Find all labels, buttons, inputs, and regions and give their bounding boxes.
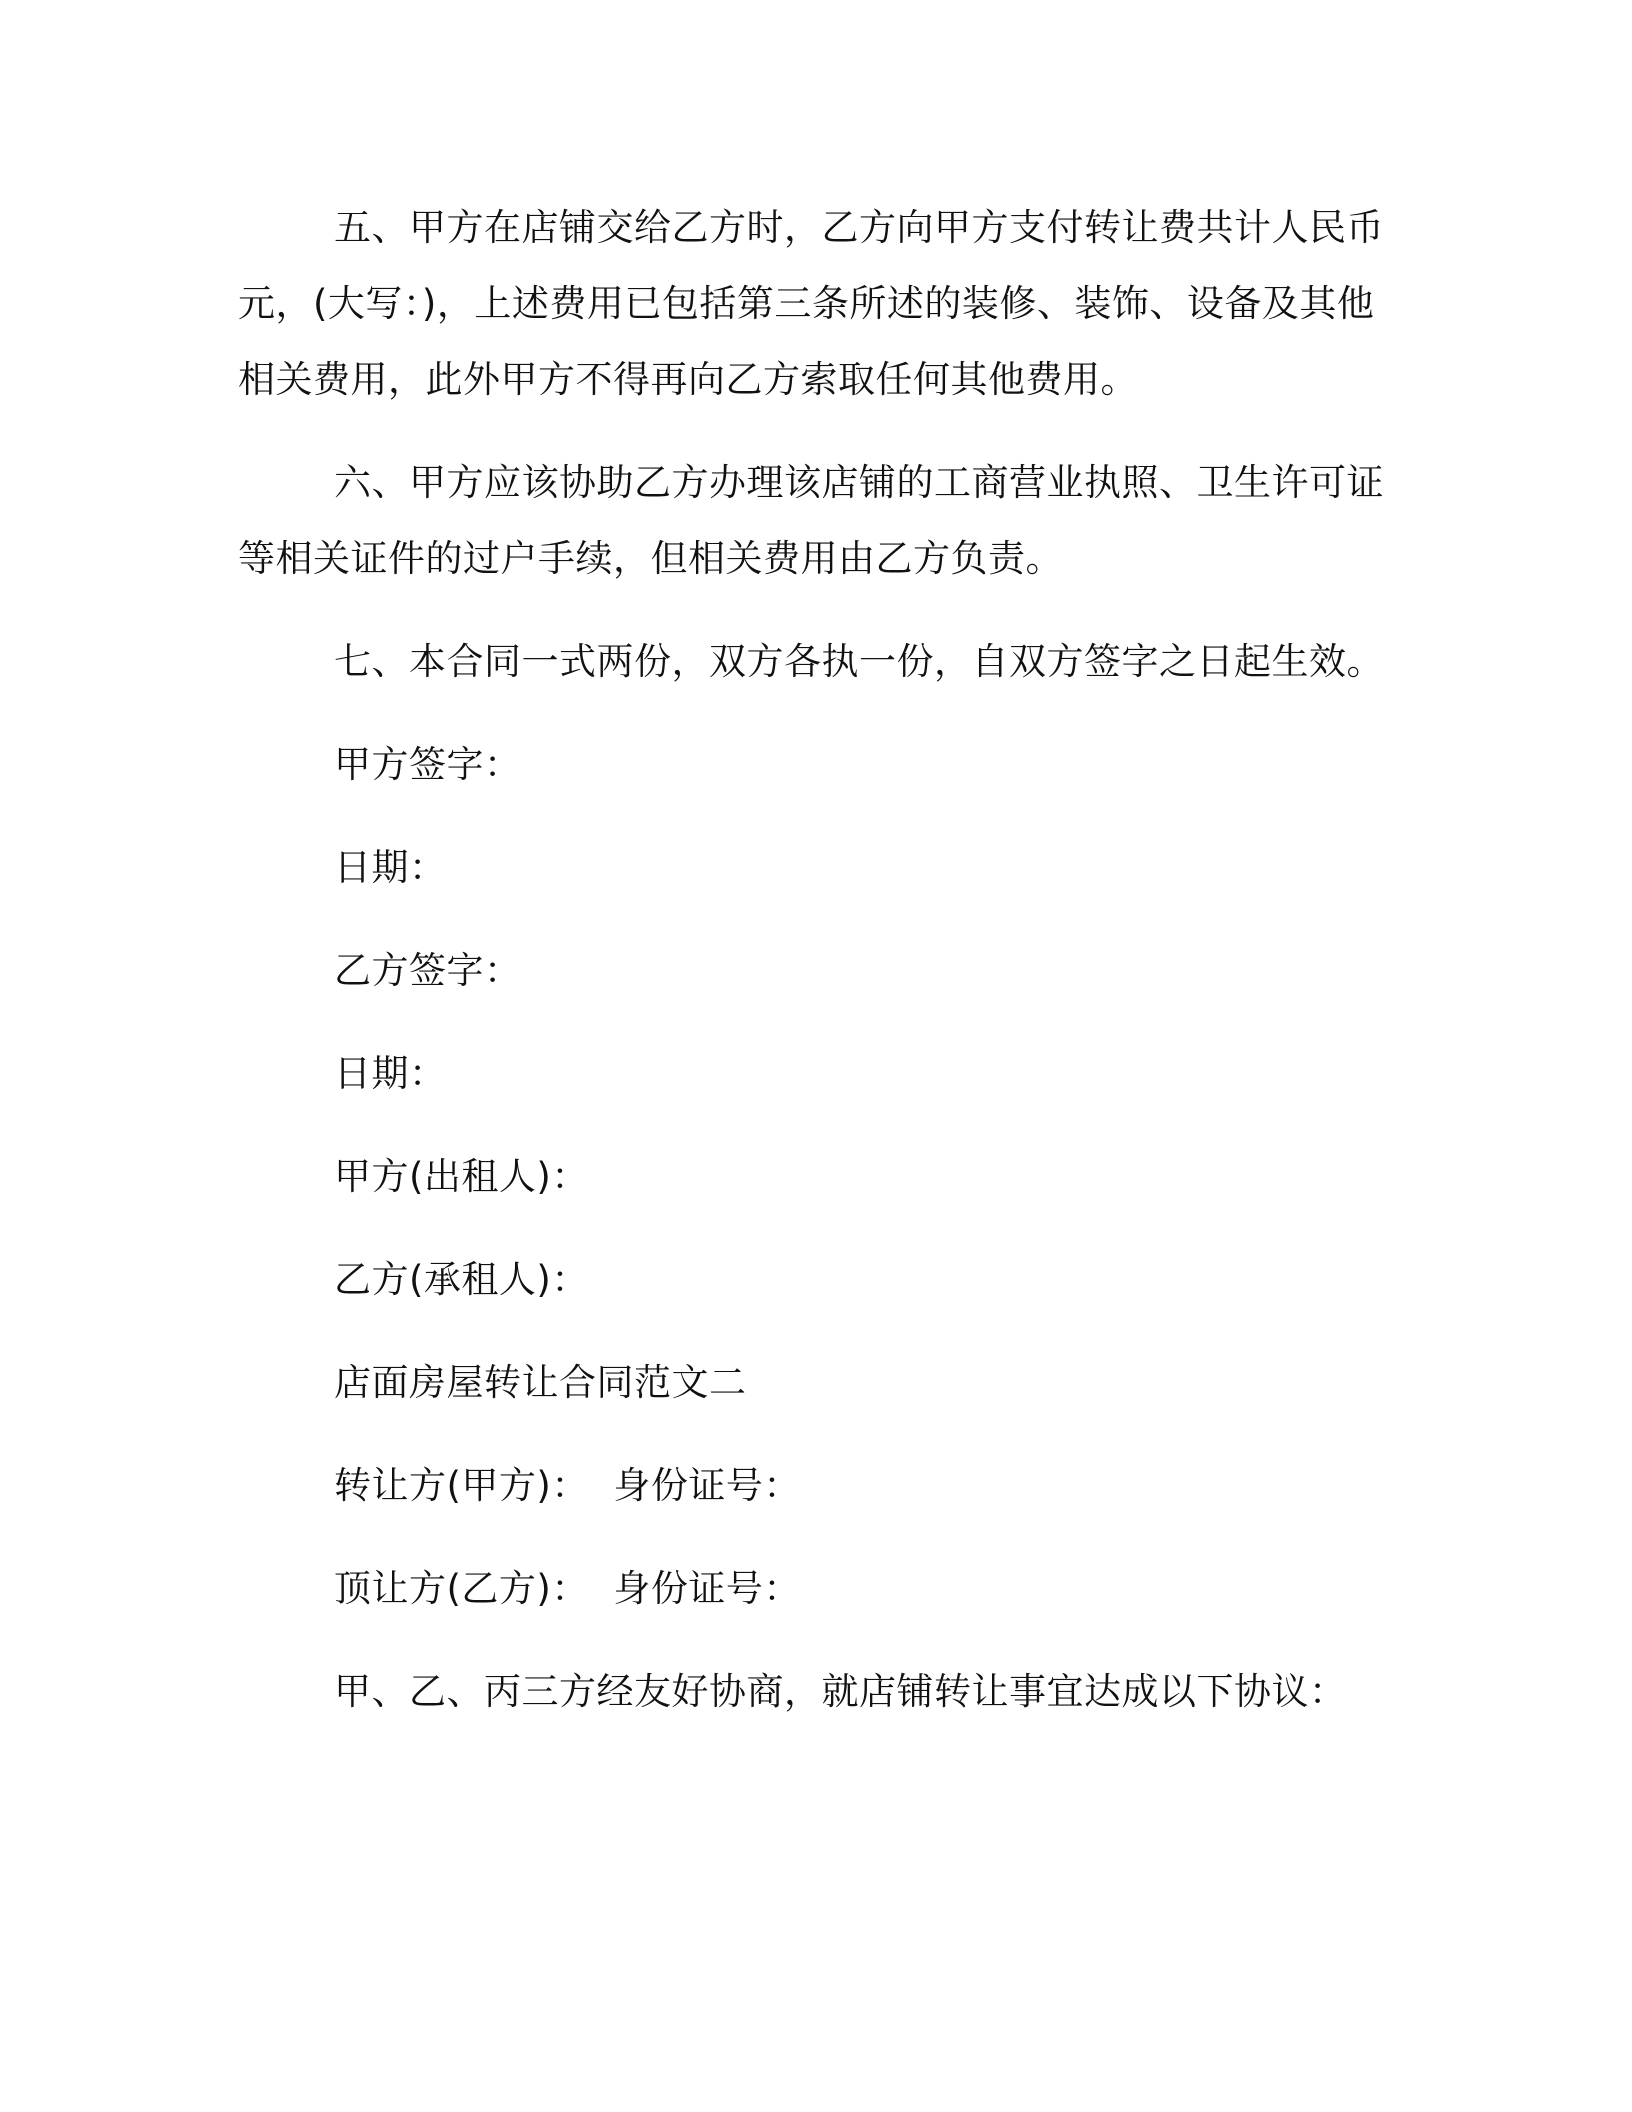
- party-a-date-label: 日期：: [334, 846, 447, 889]
- transferor-label: 转让方(甲方)： 身份证号：: [334, 1464, 801, 1507]
- clause-six: 六、甲方应该协助乙方办理该店铺的工商营业执照、卫生许可证等相关证件的过户手续，但相关费用由乙方负责。: [238, 461, 1384, 580]
- lessor-label: 甲方(出租人)：: [334, 1155, 589, 1198]
- party-b-date-label: 日期：: [334, 1052, 447, 1095]
- lessee-label: 乙方(承租人)：: [334, 1258, 589, 1301]
- party-b-signature-label: 乙方签字：: [334, 949, 522, 992]
- section-title: 店面房屋转让合同范文二: [334, 1361, 747, 1404]
- clause-five: 五、甲方在店铺交给乙方时，乙方向甲方支付转让费共计人民币元，(大写：)，上述费用已包括第三条所述的装修、装饰、设备及其他相关费用，此外甲方不得再向乙方索取任何其他费用。: [238, 206, 1384, 401]
- party-a-signature-label: 甲方签字：: [334, 743, 522, 786]
- clause-seven: 七、本合同一式两份，双方各执一份，自双方签字之日起生效。: [334, 640, 1384, 683]
- document-body: [238, 190, 1408, 1757]
- transferee-label: 顶让方(乙方)： 身份证号：: [334, 1567, 801, 1610]
- agreement-intro: 甲、乙、丙三方经友好协商，就店铺转让事宜达成以下协议：: [334, 1670, 1347, 1713]
